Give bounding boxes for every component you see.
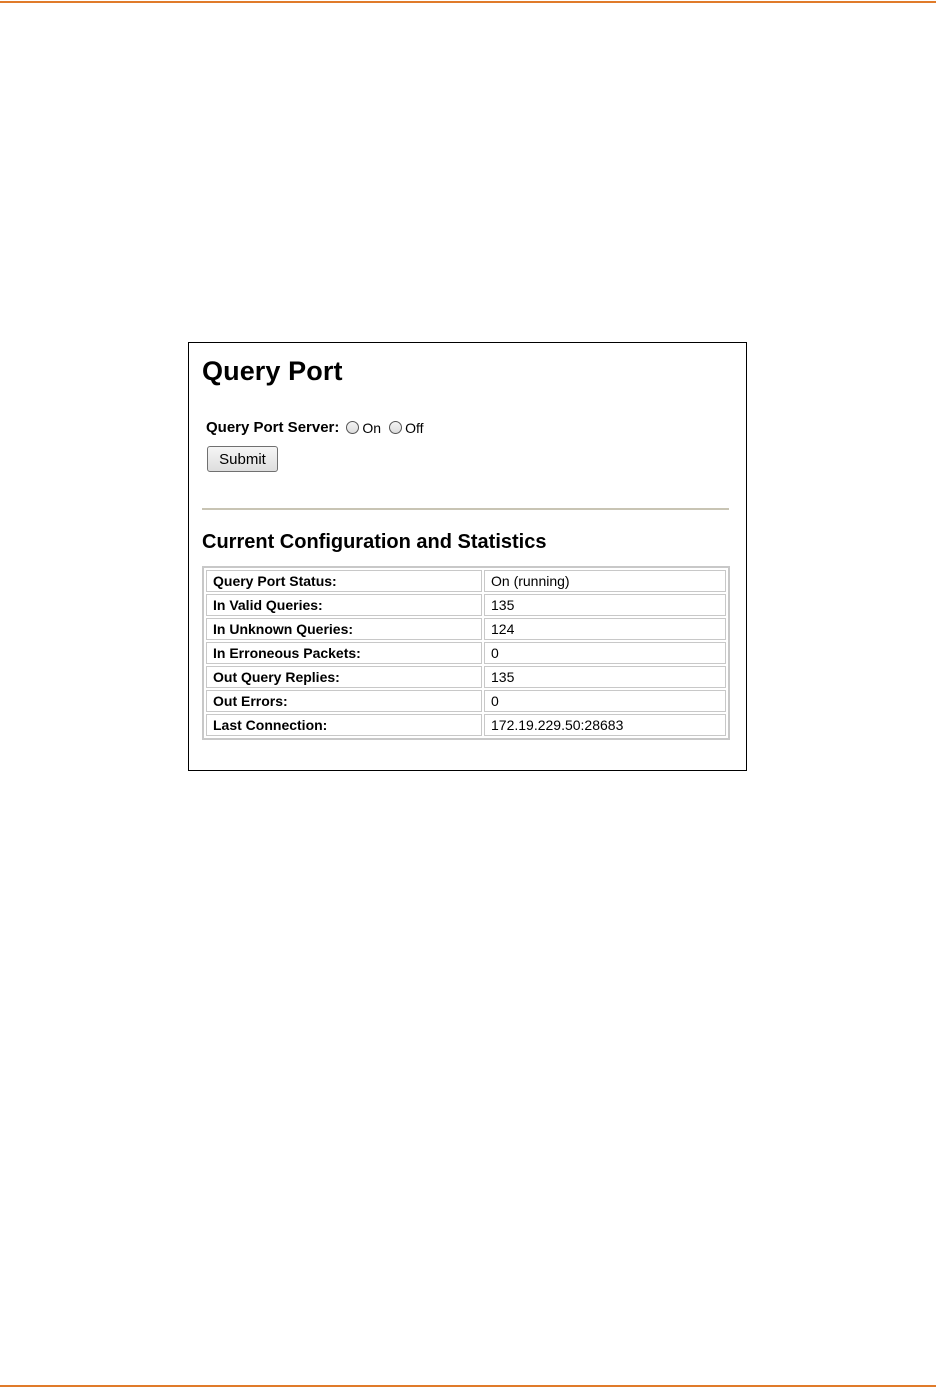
page-title: Query Port [202,356,343,386]
stat-value: On (running) [484,570,726,592]
stat-label: In Erroneous Packets: [206,642,482,664]
stat-label: Query Port Status: [206,570,482,592]
stats-table [202,566,730,740]
stat-value: 124 [484,618,726,640]
radio-on-button[interactable] [346,421,359,434]
table-row [206,594,726,616]
query-port-server-label: Query Port Server: [206,419,340,436]
stat-value: 135 [484,594,726,616]
stat-label: In Unknown Queries: [206,618,482,640]
radio-off[interactable] [389,420,423,436]
table-row [206,666,726,688]
stat-label: Out Errors: [206,690,482,712]
stat-value: 135 [484,666,726,688]
table-row [206,570,726,592]
radio-off-button[interactable] [389,421,402,434]
table-row [206,618,726,640]
stat-label: Out Query Replies: [206,666,482,688]
stat-label: In Valid Queries: [206,594,482,616]
stats-section-title: Current Configuration and Statistics [202,531,547,553]
query-port-panel [188,342,747,771]
stat-value: 0 [484,690,726,712]
radio-off-label: Off [405,419,424,436]
submit-button[interactable]: Submit [207,446,278,472]
top-accent-rule [0,1,936,3]
section-divider [202,508,729,510]
stat-value: 172.19.229.50:28683 [484,714,726,736]
query-port-server-row [206,419,432,436]
stat-value: 0 [484,642,726,664]
bottom-accent-rule [0,1385,936,1387]
radio-on-label: On [362,419,382,436]
table-row [206,714,726,736]
radio-on[interactable] [346,420,381,436]
table-row [206,690,726,712]
stat-label: Last Connection: [206,714,482,736]
table-row [206,642,726,664]
